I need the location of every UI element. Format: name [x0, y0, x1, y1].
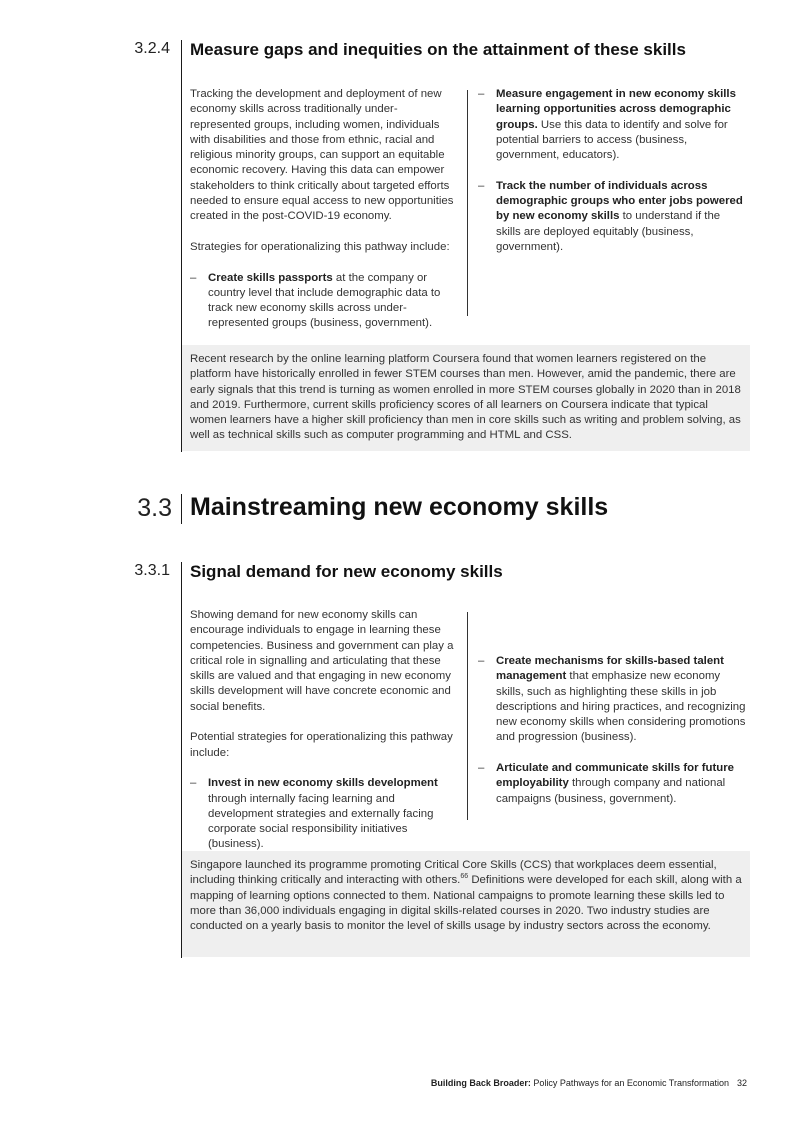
dash-bullet: – [478, 655, 485, 667]
section-number-3-3: 3.3 [137, 494, 172, 522]
list-item: – Measure engagement in new economy skills learning opportunities across demographic groups. Use this data to identify and solve for potential barriers to access (business, government, educators). [478, 88, 736, 162]
dash-bullet: – [478, 88, 485, 100]
section-title-3-3: Mainstreaming new economy skills [190, 493, 609, 521]
column-right-content-3-3-1 [478, 654, 746, 822]
paragraph: Tracking the development and deployment of new economy skills across traditionally under-represented groups, including women, individuals with disabilities and those from ethnic, racial and religious minority groups, can support an equitable economic recovery. Having this data can empower stakeholders to think critically about targeted efforts needed to ensure equal access to new opportunities created in the post-COVID-19 economy. [190, 88, 454, 223]
callout-box-coursera: Recent research by the online learning platform Coursera found that women learners registered on the platform have historically enrolled in fewer STEM courses than men. However, amid the pandemic, there are early signals that this trend is turning as women enrolled in more STEM courses globally in 2020 than in 2018 and 2019. Furthermore, current skills proficiency scores of all learners on Coursera indicate that typical women learners have a higher skill proficiency than men in core skills such as writing and problem solving, as well as technical skills such as computer programming and HTML and CSS. [182, 345, 750, 451]
dash-bullet: – [190, 271, 197, 284]
list-item: – Articulate and communicate skills for future employability through company and national campaigns (business, government). [478, 762, 734, 805]
column-right-content-3-2-4 [478, 87, 746, 271]
section-number-3-2-4: 3.2.4 [134, 40, 170, 57]
column-rule [467, 90, 468, 316]
column-left-3-2-4 [190, 87, 458, 347]
footnote-ref: 66 [460, 873, 469, 881]
list-item: – Create mechanisms for skills-based talent management that emphasize new economy skills, such as highlighting these skills in job descriptions and hiring practices, and recognizing new economy skills when considering promotions and progression (business). [478, 655, 746, 744]
dash-bullet: – [478, 762, 485, 775]
paragraph: Showing demand for new economy skills can encourage individuals to engage in learning these competencies. Business and government can play a critical role in signalling and articulating that these skills are valued and that engaging in new economy skills development will have concrete economic and social benefits. [190, 609, 454, 713]
callout-box-singapore: Singapore launched its programme promoting Critical Core Skills (CCS) that workplaces deem essential, including thinking critically and interacting with others.$^{66}$ Definitions were developed for each skill, along with a mapping of learning options connected to them. National campaigns to promote learning these skills led to more than 36,000 individuals engaging in digital skills-related courses in 2020. Two industry studies are conducted on a yearly basis to monitor the level of skills usage by industry sectors across the economy. [182, 851, 750, 957]
page-footer [431, 1078, 747, 1088]
paragraph: Strategies for operationalizing this pathway include: [190, 240, 450, 253]
section-title-3-2-4: Measure gaps and inequities on the attainment of these skills [190, 40, 686, 59]
dash-bullet: – [478, 179, 485, 192]
paragraph: Potential strategies for operationalizing this pathway include: [190, 731, 453, 759]
dash-bullet: – [190, 777, 197, 790]
footer-title-bold: Building Back Broader: [430, 1078, 531, 1088]
list-item: – Create skills passports at the company or country level that include demographic data to track new economy skills across under-represented groups (business, government). [190, 271, 441, 330]
page-number: 32 [736, 1078, 747, 1088]
list-item: – Invest in new economy skills development through internally facing learning and development strategies and externally facing corporate social responsibility initiatives (business). [190, 777, 438, 851]
list-item: – Track the number of individuals across demographic groups who enter jobs powered by new economy skills to understand if the skills are deployed equitably (business, government). [478, 179, 743, 253]
section-title-3-3-1: Signal demand for new economy skills [190, 562, 503, 581]
footer-title: Policy Pathways for an Economic Transformation [530, 1078, 729, 1088]
column-left-3-3-1 [190, 608, 458, 868]
section-number-3-3-1: 3.3.1 [134, 562, 170, 579]
column-rule [467, 612, 468, 820]
section-rule-3-3 [181, 494, 182, 524]
